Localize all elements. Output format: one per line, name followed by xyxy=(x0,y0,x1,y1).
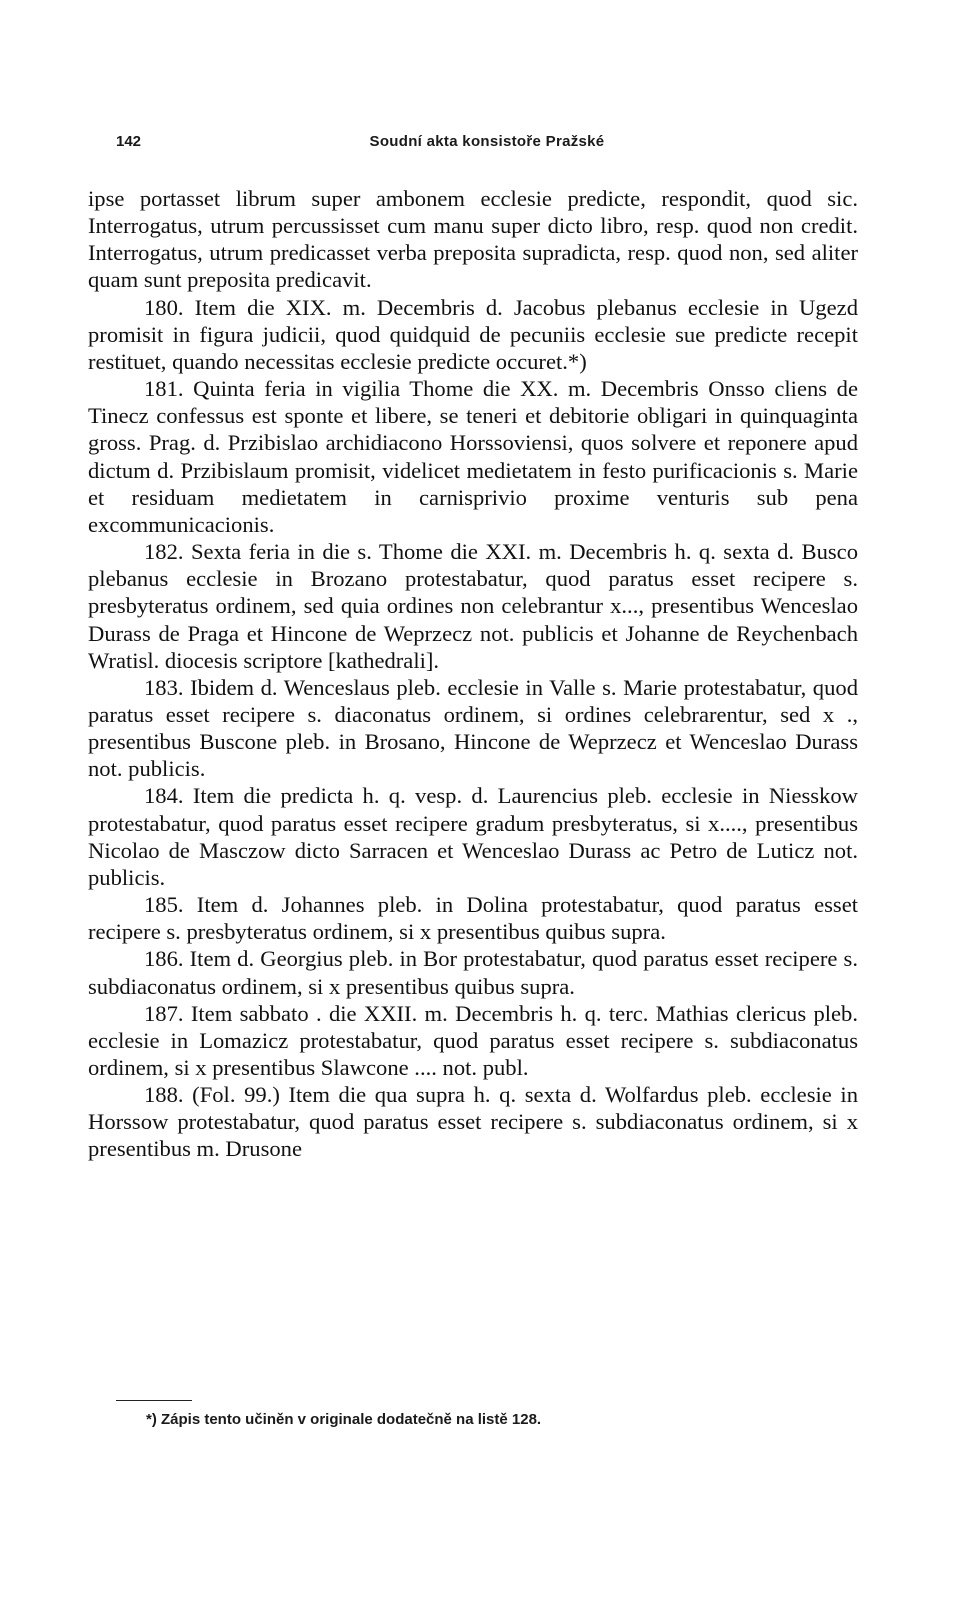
entry-181: 181. Quinta feria in vigilia Thome die XX. m. Decembris Onsso cliens de Tinecz confessus est sponte et libere, se teneri et debitorie obligari in quinquaginta gross. Prag. d. Przibislao archidiacono Horssoviensi, quos solvere et reponere apud dictum d. Przibislaum promisit, videlicet medietatem in festo purificacionis s. Marie et residuam medietatem in carnisprivio proxime venturis sub pena excommunicacionis. xyxy=(88,376,858,537)
entry-186: 186. Item d. Georgius pleb. in Bor protestabatur, quod paratus esset recipere s. subdiaconatus ordinem, si x presentibus quibus supra. xyxy=(88,946,858,999)
entry-182: 182. Sexta feria in die s. Thome die XXI. m. Decembris h. q. sexta d. Busco plebanus ecclesie in Brozano protestabatur, quod paratus esset recipere s. presbyteratus ordinem, sed quia ordines non celebrantur x..., presentibus Wenceslao Durass de Praga et Hincone de Weprzecz not. publicis et Johanne de Reychenbach Wratisl. diocesis scriptore [kathedrali]. xyxy=(88,539,858,673)
page-header xyxy=(116,133,858,157)
page-number: 142 xyxy=(116,133,142,150)
footnote: *) Zápis tento učiněn v originale dodatečně na listě 128. xyxy=(146,1411,542,1428)
entry-185: 185. Item d. Johannes pleb. in Dolina protestabatur, quod paratus esset recipere s. presbyteratus ordinem, si x presentibus quibus supra. xyxy=(88,892,858,945)
body-text xyxy=(88,185,858,1163)
paragraph-continuation: ipse portasset librum super ambonem ecclesie predicte, respondit, quod sic. Interrogatus, utrum percussisset cum manu super dicto libro, resp. quod non credit. Interrogatus, utrum predicasset verba preposita supradicta, resp. quod non, sed aliter quam sunt preposita predicavit. xyxy=(88,186,858,293)
entry-187: 187. Item sabbato . die XXII. m. Decembris h. q. terc. Mathias clericus pleb. ecclesie in Lomazicz protestabatur, quod paratus esset recipere s. subdiaconatus ordinem, si x presentibus Slawcone .... not. publ. xyxy=(88,1000,858,1080)
entry-184: 184. Item die predicta h. q. vesp. d. Laurencius pleb. ecclesie in Niesskow protestabatur, quod paratus esset recipere gradum presbyteratus, si x...., presentibus Nicolao de Masczow dicto Sarracen et Wenceslao Durass ac Petro de Luticz not. publicis. xyxy=(88,783,858,890)
footnote-divider xyxy=(116,1400,192,1401)
entry-180: 180. Item die XIX. m. Decembris d. Jacobus plebanus ecclesie in Ugezd promisit in figura judicii, quod quidquid de pecuniis ecclesie sue predicte recepit restituet, quando necessitas ecclesie predicte occuret.*) xyxy=(88,294,858,374)
entry-183: 183. Ibidem d. Wenceslaus pleb. ecclesie in Valle s. Marie protestabatur, quod paratus esset recipere s. diaconatus ordinem, si ordines celebrarentur, sed x ., presentibus Buscone pleb. in Brosano, Hincone de Weprzecz et Wenceslao Durass not. publicis. xyxy=(88,674,858,782)
running-title: Soudní akta konsistoře Pražské xyxy=(369,133,605,150)
entry-188: 188. (Fol. 99.) Item die qua supra h. q. sexta d. Wolfardus pleb. ecclesie in Horssow protestabatur, quod paratus esset recipere s. subdiaconatus ordinem, si x presentibus m. Drusone xyxy=(88,1082,858,1162)
